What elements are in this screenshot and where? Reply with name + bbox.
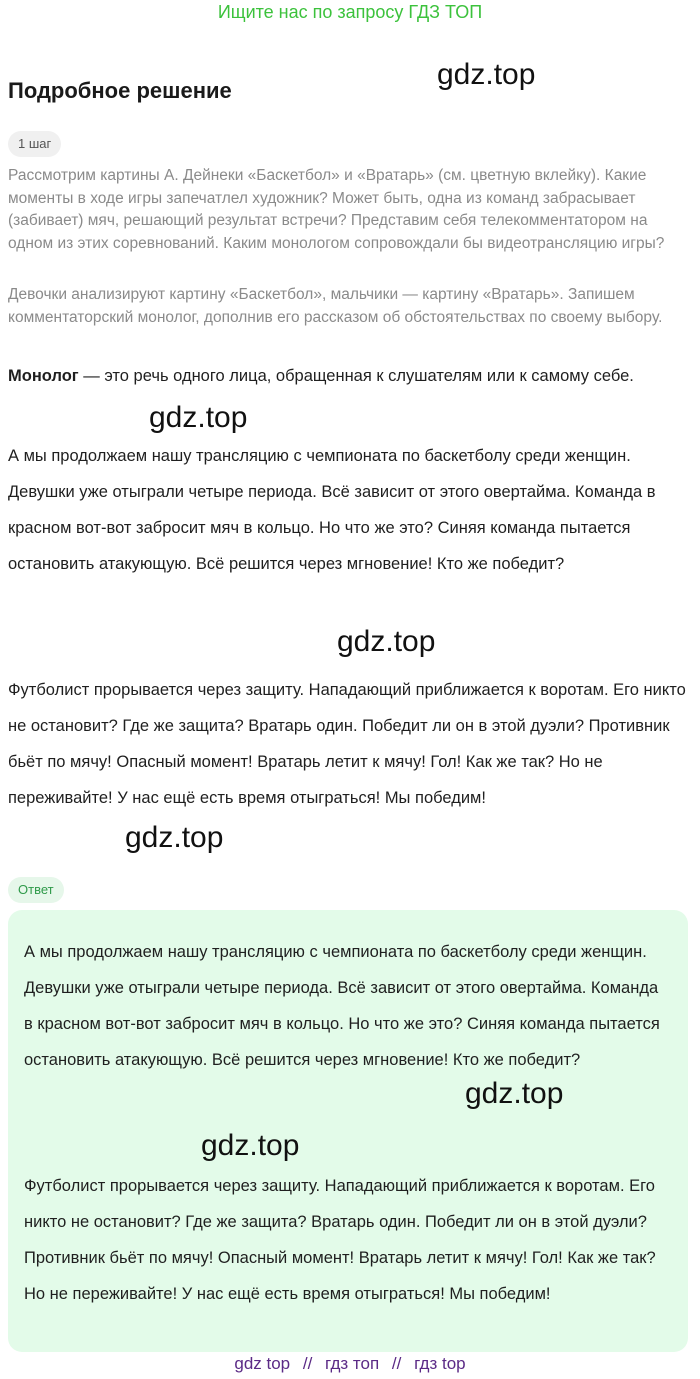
watermark: gdz.top [337,625,436,658]
definition-text: — это речь одного лица, обращенная к слушателям или к самому себе. [78,367,634,385]
footer-link[interactable]: гдз топ [325,1354,380,1373]
solution-paragraph: А мы продолжаем нашу трансляцию с чемпионата по баскетболу среди женщин. Девушки уже отыграли четыре периода. Всё зависит от этого овертайма. Команда в красном вот-вот забросит мяч в кольцо. Но что же это? Синяя команда пытается остановить атакующую. Всё решится через мгновение! Кто же победит? [8,447,656,573]
footer-links [0,1353,700,1375]
step-badge: 1 шаг [8,131,61,157]
answer-badge: Ответ [8,877,64,903]
task-paragraph: Рассмотрим картины А. Дейнеки «Баскетбол» и «Вратарь» (см. цветную вклейку). Какие моменты в ходе игры запечатлел художник? Может быть, одна из команд забрасывает (забивает) мяч, решающий результат встречи? Представим себя телекомментатором на одном из этих соревнований. Каким монологом сопровождали бы видеотрансляцию игры? [8,167,665,252]
watermark: gdz.top [201,1129,300,1162]
watermark: gdz.top [125,821,224,854]
answer-paragraph: А мы продолжаем нашу трансляцию с чемпионата по баскетболу среди женщин. Девушки уже отыграли четыре периода. Всё зависит от этого овертайма. Команда в красном вот-вот забросит мяч в кольцо. Но что же это? Синяя команда пытается остановить атакующую. Всё решится через мгновение! Кто же победит? [24,943,660,1069]
task-paragraph: Девочки анализируют картину «Баскетбол», мальчики — картину «Вратарь». Запишем комментаторский монолог, дополнив его рассказом об обстоятельствах по своему выбору. [8,286,663,326]
solution-paragraph: Футболист прорывается через защиту. Нападающий приближается к воротам. Его никто не остановит? Где же защита? Вратарь один. Победит ли он в этой дуэли? Противник бьёт по мячу! Опасный момент! Вратарь летит к мячу! Гол! Как же так? Но не переживайте! У нас ещё есть время отыграться! Мы победим! [8,681,686,807]
footer-separator: // [391,1354,402,1373]
section-title: Подробное решение [8,78,232,103]
watermark: gdz.top [437,58,536,91]
answer-paragraph: Футболист прорывается через защиту. Нападающий приближается к воротам. Его никто не остановит? Где же защита? Вратарь один. Победит ли он в этой дуэли? Противник бьёт по мячу! Опасный момент! Вратарь летит к мячу! Гол! Как же так? Но не переживайте! У нас ещё есть время отыграться! Мы победим! [24,1177,656,1303]
watermark: gdz.top [149,401,248,434]
search-banner: Ищите нас по запросу ГДЗ ТОП [217,2,483,22]
definition-paragraph [8,358,692,394]
watermark: gdz.top [465,1077,564,1110]
footer-separator: // [302,1354,313,1373]
footer-link[interactable]: gdz top [234,1354,291,1373]
definition-term: Монолог [8,367,79,385]
footer-link[interactable]: гдз top [414,1354,466,1373]
